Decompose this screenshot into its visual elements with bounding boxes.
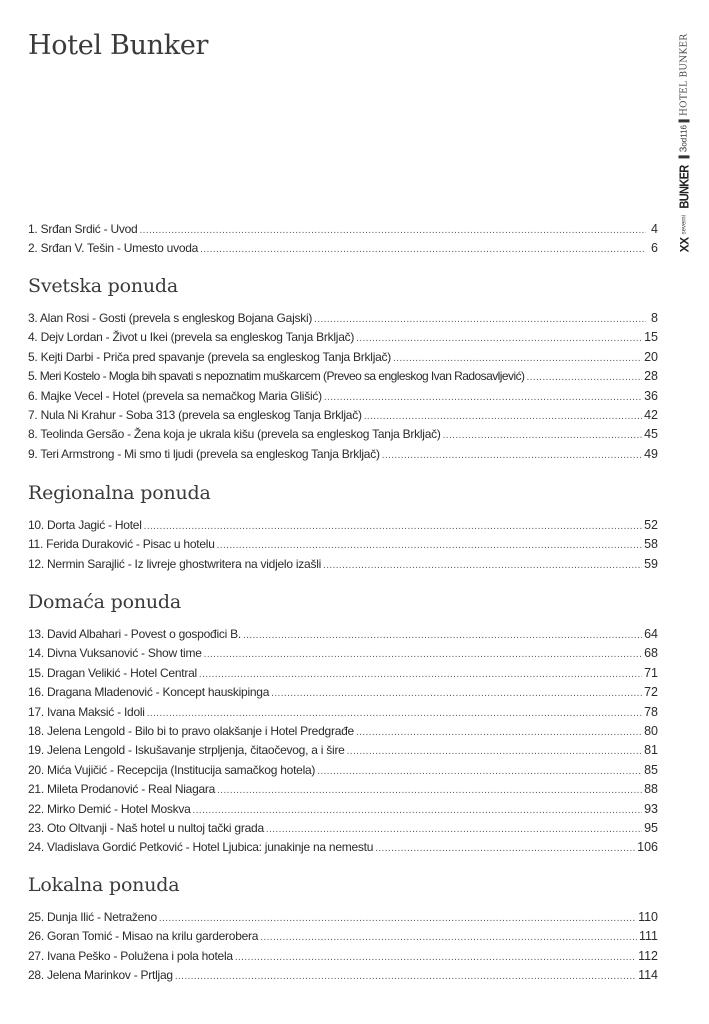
toc-entry-title: 2. Srđan V. Tešin - Umesto uvoda: [28, 241, 199, 256]
toc-entry[interactable]: [28, 780, 658, 799]
toc-entry-page: 49: [644, 446, 658, 461]
section-running-title: HOTEL BUNKER: [679, 33, 689, 116]
toc-entry-page: 110: [638, 910, 658, 924]
page-title: Hotel Bunker: [28, 30, 209, 61]
section-title: Domaća ponuda: [28, 591, 181, 613]
toc-entry[interactable]: [28, 908, 658, 927]
toc-entry-page: 6: [651, 241, 658, 256]
toc-entry[interactable]: [28, 348, 658, 367]
toc-entry-title: 22. Mirko Demić - Hotel Moskva: [28, 801, 191, 816]
toc-entry-title: 14. Divna Vuksanović - Show time: [28, 646, 202, 661]
dot-leader: [235, 948, 636, 967]
divider-bar: [679, 155, 690, 158]
toc-entry-page: 36: [644, 388, 658, 403]
toc-entry-title: 15. Dragan Velikić - Hotel Central: [28, 665, 197, 680]
dot-leader: [271, 684, 642, 703]
toc-entry-title: 21. Mileta Prodanović - Real Niagara: [28, 782, 216, 797]
dot-leader: [217, 781, 642, 800]
toc-entry[interactable]: [28, 741, 658, 760]
toc-list: [28, 516, 658, 574]
section-title: Lokalna ponuda: [28, 874, 180, 896]
toc-entry-title: 16. Dragana Mladenović - Koncept hauskipinga: [28, 685, 270, 700]
toc-entry-title: 11. Ferida Duraković - Pisac u hotelu: [28, 537, 215, 552]
dot-leader: [364, 407, 642, 426]
dot-leader: [200, 240, 646, 259]
toc-entry[interactable]: [28, 644, 658, 663]
toc-entry-page: 72: [644, 685, 658, 700]
issue-number: XX: [677, 237, 691, 253]
page-total: 116: [679, 124, 689, 138]
dot-leader: [144, 517, 642, 536]
toc-entry[interactable]: [28, 927, 658, 946]
toc-intro: [28, 220, 658, 259]
toc-section-regionalna: [28, 481, 658, 574]
dot-leader: [314, 310, 646, 329]
toc-entry[interactable]: [28, 535, 658, 554]
side-band: [670, 28, 698, 258]
toc-entry-page: 45: [644, 427, 658, 442]
toc-entry-title: 24. Vladislava Gordić Petković - Hotel Ljubica: junakinje na nemestu: [28, 840, 374, 855]
dot-leader: [159, 909, 636, 928]
toc-entry-page: 111: [638, 929, 658, 944]
toc-entry-title: 5. Meri Kostelo - Mogla bih spavati s nepoznatim muškarcem (Preveo sa engleskog Ivan Radosavljević): [28, 369, 525, 384]
toc-entry-title: 5. Kejti Darbi - Priča pred spavanje (prevela sa engleskog Tanja Brkljač): [28, 349, 392, 364]
toc-entry-title: 27. Ivana Peško - Poluženа i pola hotela: [28, 948, 233, 963]
toc-entry[interactable]: [28, 555, 658, 574]
dot-leader: [382, 446, 642, 465]
dot-leader: [147, 704, 642, 723]
dot-leader: [139, 221, 646, 240]
dot-leader: [204, 645, 642, 664]
dot-leader: [266, 820, 642, 839]
toc-entry-title: 23. Oto Oltvanji - Naš hotel u nultoj tački grada: [28, 820, 264, 835]
toc-entry-title: 8. Teolinda Gersão - Žena koja je ukrala kišu (prevela sa engleskog Tanja Brkljač): [28, 427, 441, 442]
toc-entry[interactable]: [28, 328, 658, 347]
toc-entry-title: 9. Teri Armstrong - Mi smo ti ljudi (prevela sa engleskog Tanja Brkljač): [28, 446, 380, 461]
toc-entry-page: 20: [644, 349, 658, 364]
toc-entry-page: 64: [644, 627, 658, 641]
toc-list: [28, 220, 658, 259]
toc-entry-page: 28: [644, 369, 658, 384]
toc-entry-page: 59: [644, 556, 658, 571]
toc-entry-title: 1. Srđan Srdić - Uvod: [28, 222, 138, 236]
toc-entry[interactable]: [28, 239, 658, 258]
dot-leader: [260, 928, 637, 947]
toc-entry[interactable]: [28, 683, 658, 702]
toc-section-lokalna: [28, 873, 658, 986]
toc-entry-title: 4. Dejv Lordan - Život u Ikei (prevela sa engleskog Tanja Brkljač): [28, 330, 355, 345]
dot-leader: [175, 967, 636, 986]
toc-entry-page: 52: [644, 518, 658, 532]
toc-entry-title: 28. Jelena Marinkov - Prtljag: [28, 968, 173, 983]
toc-entry-page: 114: [638, 968, 658, 983]
divider-bar: [679, 119, 690, 122]
brand-small: severni: [681, 215, 687, 235]
dot-leader: [193, 801, 643, 820]
toc-list: [28, 625, 658, 858]
toc-entry-title: 10. Dorta Jagić - Hotel: [28, 518, 142, 532]
toc-entry-page: 81: [644, 743, 658, 758]
toc-entry[interactable]: [28, 367, 658, 386]
toc-entry[interactable]: [28, 425, 658, 444]
dot-leader: [199, 665, 642, 684]
side-band-content: [677, 34, 692, 253]
toc-entry-page: 106: [637, 840, 658, 855]
dot-leader: [443, 426, 642, 445]
toc-entry[interactable]: [28, 220, 658, 239]
dot-leader: [243, 626, 642, 645]
toc-entry-title: 3. Alan Rosi - Gosti (prevela s engleskog Bojana Gajski): [28, 311, 313, 325]
toc-entry-title: 20. Mića Vujičić - Recepcija (Institucija samačkog hotela): [28, 762, 316, 777]
toc-entry-page: 93: [644, 801, 658, 816]
toc-entry[interactable]: [28, 703, 658, 722]
toc-list: [28, 908, 658, 986]
toc-entry[interactable]: [28, 516, 658, 535]
toc-entry[interactable]: [28, 966, 658, 985]
toc-entry-page: 8: [651, 311, 658, 325]
dot-leader: [347, 742, 642, 761]
page-indicator: [679, 125, 690, 152]
toc-entry[interactable]: [28, 761, 658, 780]
toc-entry-page: 80: [644, 723, 658, 738]
dot-leader: [317, 762, 642, 781]
brand-logo: BUNKER: [676, 165, 692, 209]
toc-section-domaca: [28, 590, 658, 858]
toc-entry-page: 71: [644, 665, 658, 680]
section-title: Regionalna ponuda: [28, 482, 211, 504]
toc-entry-title: 18. Jelena Lengold - Bilo bi to pravo olakšanje i Hotel Predgrađe: [28, 723, 354, 738]
page-of: od: [679, 137, 689, 147]
toc-entry[interactable]: [28, 406, 658, 425]
toc-entry[interactable]: [28, 838, 658, 857]
toc-entry[interactable]: [28, 947, 658, 966]
toc-entry-page: 88: [644, 782, 658, 797]
toc-entry[interactable]: [28, 800, 658, 819]
toc-list: [28, 309, 658, 464]
toc-entry-page: 85: [644, 762, 658, 777]
dot-leader: [375, 839, 635, 858]
toc-entry-page: 15: [644, 330, 658, 345]
toc-entry-page: 112: [638, 948, 658, 963]
toc-entry[interactable]: [28, 664, 658, 683]
dot-leader: [393, 349, 642, 368]
toc-entry-title: 13. David Albahari - Povest o gospođici B.: [28, 627, 241, 641]
dot-leader: [217, 536, 642, 555]
dot-leader: [526, 368, 642, 387]
toc-entry[interactable]: [28, 722, 658, 741]
page-current: 3: [678, 146, 690, 153]
section-title: Svetska ponuda: [28, 275, 179, 297]
toc-entry-page: 95: [644, 820, 658, 835]
toc-section-svetska: [28, 274, 658, 464]
dot-leader: [356, 329, 642, 348]
toc-entry[interactable]: [28, 625, 658, 644]
toc-entry-page: 68: [644, 646, 658, 661]
dot-leader: [324, 388, 642, 407]
toc-entry-title: 12. Nermin Sarajlić - Iz livreje ghostwritera na vidjelo izašli: [28, 556, 322, 571]
toc-entry-title: 6. Majke Vecel - Hotel (prevela sa nemačkog Maria Glišić): [28, 388, 322, 403]
dot-leader: [323, 556, 642, 575]
dot-leader: [356, 723, 642, 742]
toc-entry[interactable]: [28, 445, 658, 464]
toc-entry-title: 17. Ivana Maksić - Idoli: [28, 704, 145, 719]
toc-entry-title: 7. Nula Ni Krahur - Soba 313 (prevela sa engleskog Tanja Brkljač): [28, 407, 362, 422]
toc-entry[interactable]: [28, 819, 658, 838]
toc-entry-title: 19. Jelena Lengold - Iskušavanje strpljenja, čitaočevog, a i šire: [28, 743, 345, 758]
toc-entry-page: 58: [644, 537, 658, 552]
toc-entry[interactable]: [28, 387, 658, 406]
toc-entry[interactable]: [28, 309, 658, 328]
toc-entry-title: 26. Goran Tomić - Misao na krilu garderobera: [28, 929, 259, 944]
toc-entry-page: 4: [651, 222, 658, 236]
toc-entry-page: 78: [644, 704, 658, 719]
toc-entry-page: 42: [644, 407, 658, 422]
toc-entry-title: 25. Dunja Ilić - Netraženo: [28, 910, 157, 924]
